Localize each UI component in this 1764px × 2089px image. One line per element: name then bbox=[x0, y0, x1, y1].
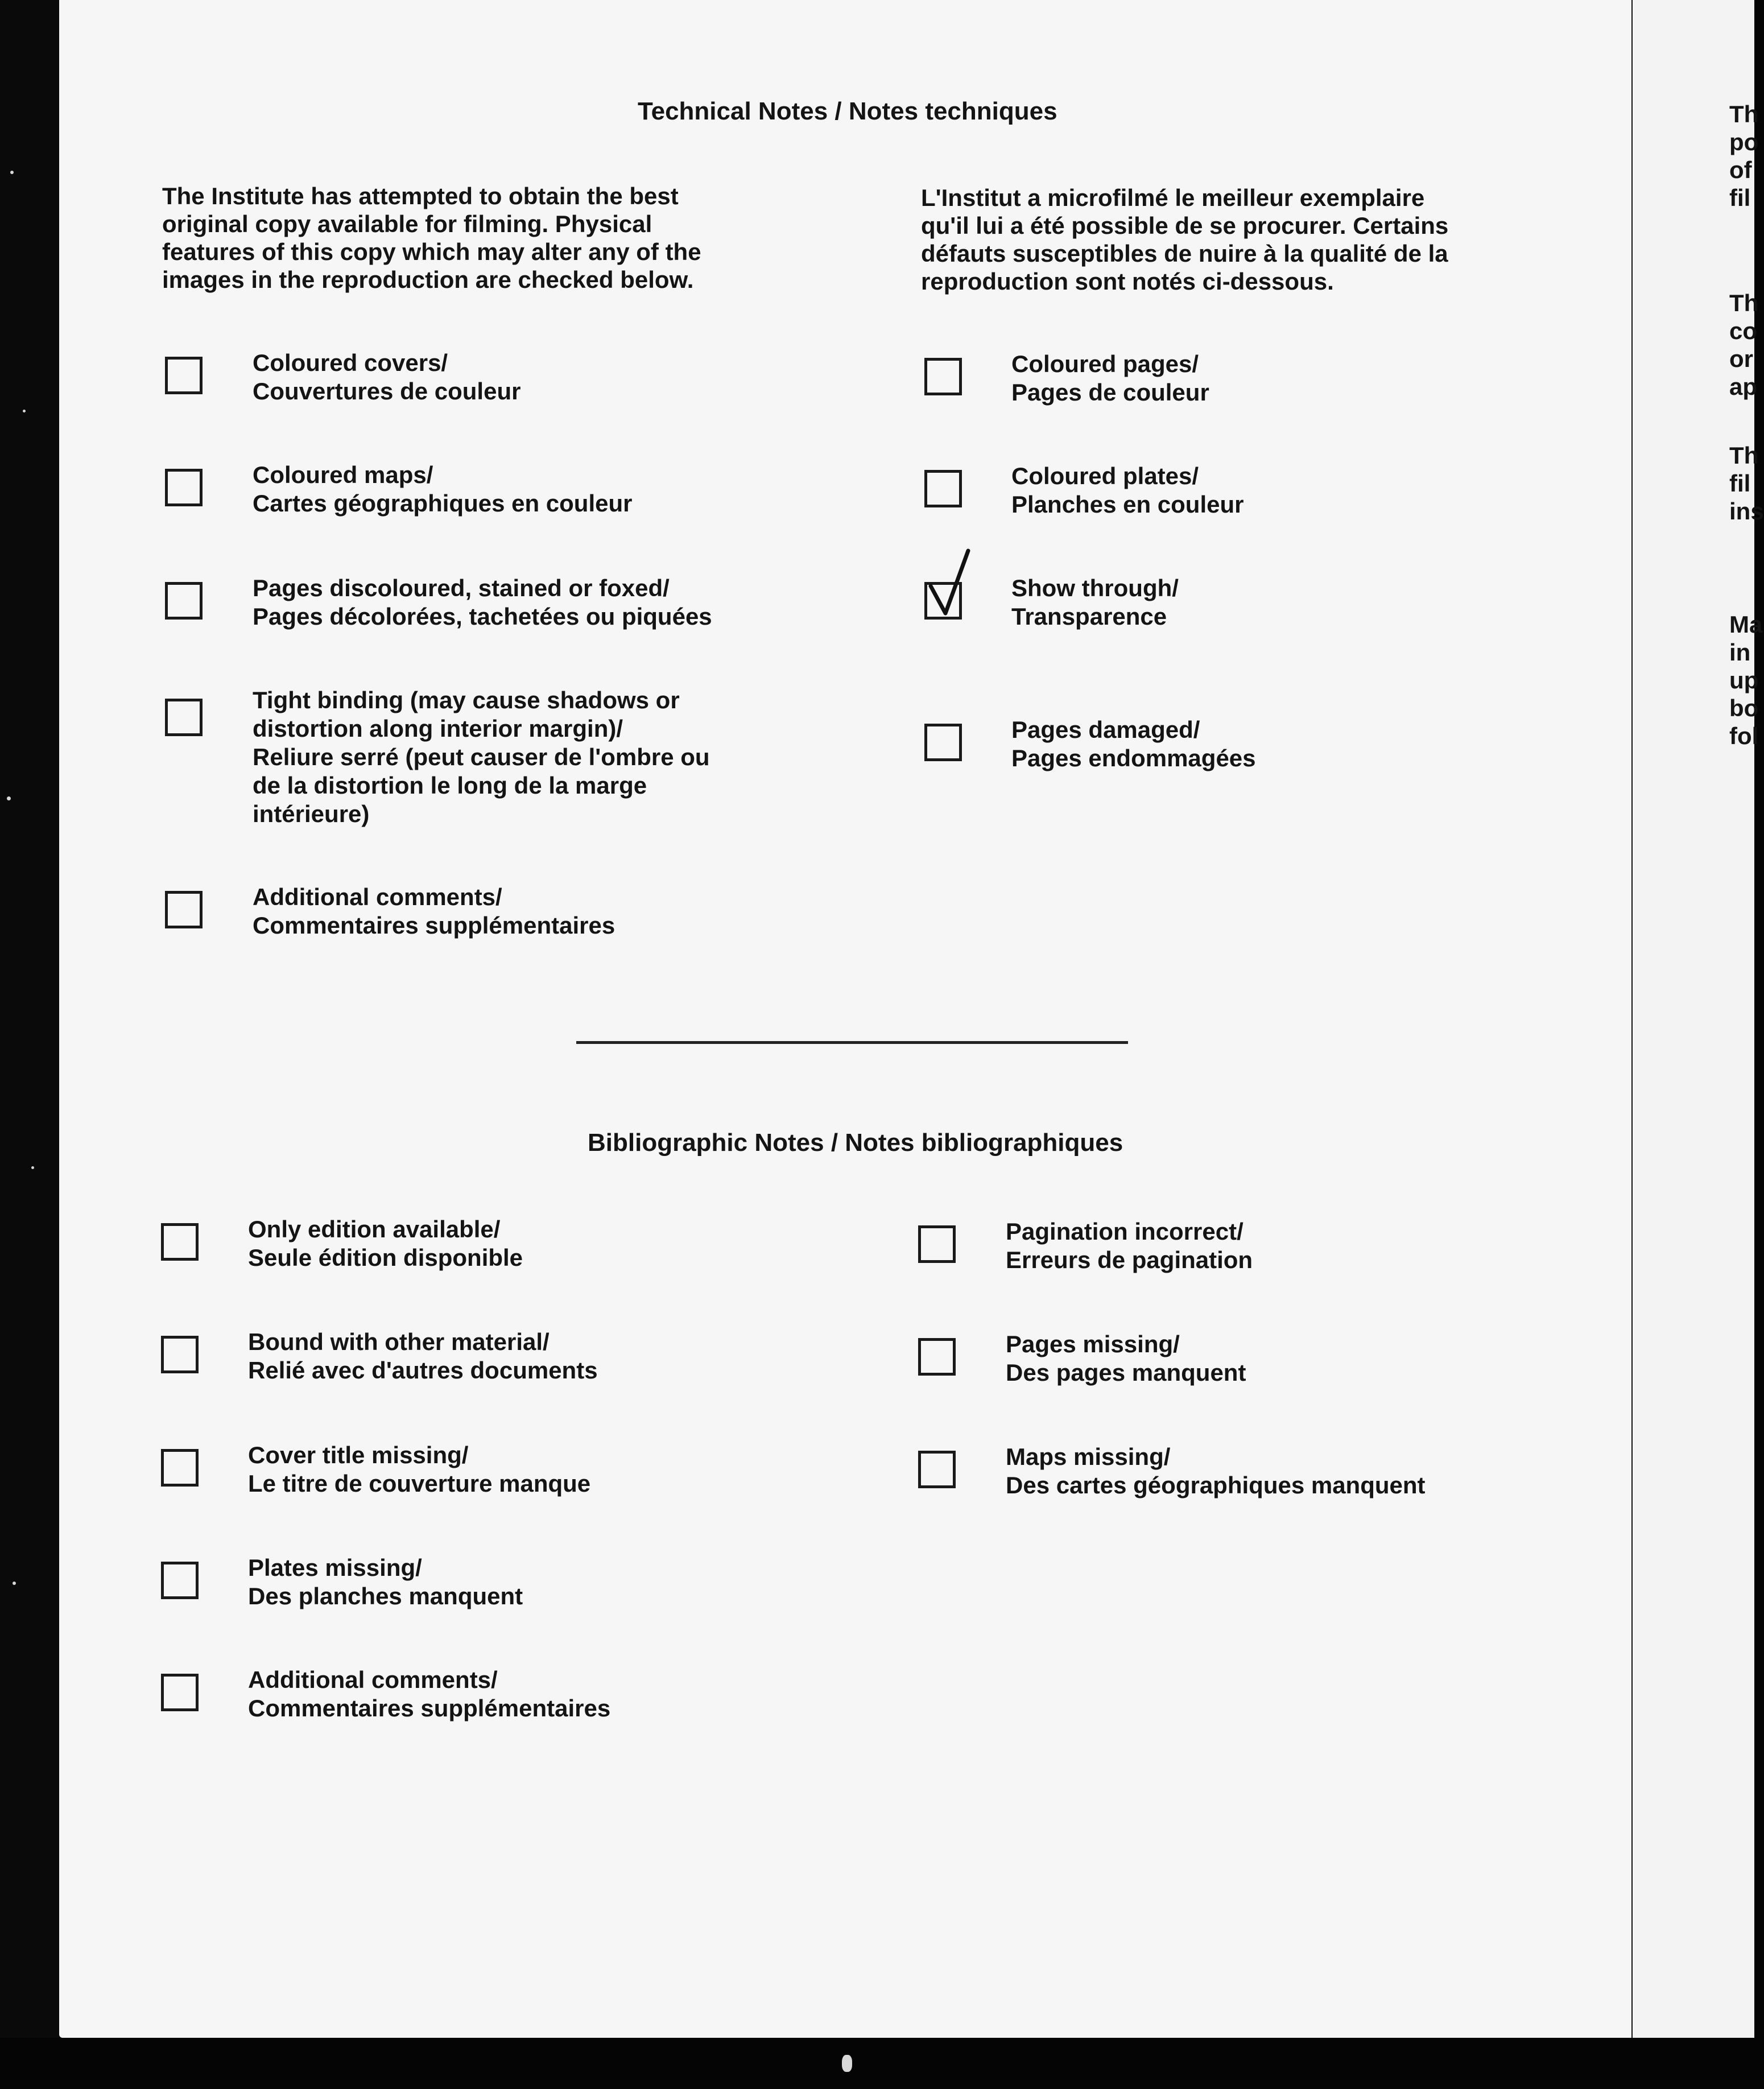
dust-speck bbox=[31, 1166, 34, 1169]
intro-english bbox=[162, 182, 776, 294]
scan-border-bottom bbox=[0, 2038, 1754, 2089]
label-line: Des cartes géographiques manquent bbox=[1006, 1472, 1426, 1498]
checkbox[interactable] bbox=[924, 470, 962, 507]
paragraph-line: qu'il lui a été possible de se procurer. Certains bbox=[921, 212, 1449, 239]
label-line: Tight binding (may cause shadows or bbox=[253, 687, 680, 713]
label-line: Planches en couleur bbox=[1011, 491, 1244, 518]
label-line: Cover title missing/ bbox=[248, 1442, 469, 1468]
checkmark-icon bbox=[923, 546, 991, 626]
label-line: Reliure serré (peut causer de l'ombre ou bbox=[253, 744, 710, 770]
fragment-line: of bbox=[1729, 156, 1752, 183]
label-line: Show through/ bbox=[1011, 575, 1179, 601]
dust-speck bbox=[23, 410, 26, 412]
label-line: Erreurs de pagination bbox=[1006, 1246, 1253, 1273]
fragment-line: po bbox=[1729, 129, 1759, 155]
paragraph-line: original copy available for filming. Physical bbox=[162, 210, 652, 237]
label-line: Le titre de couverture manque bbox=[248, 1470, 591, 1497]
paragraph-line: features of this copy which may alter any of the bbox=[162, 238, 701, 265]
fragment-line: Th bbox=[1729, 442, 1759, 469]
label-line: Pages de couleur bbox=[1011, 379, 1209, 406]
fragment-line: co bbox=[1729, 317, 1758, 344]
fragment-line: Ma bbox=[1729, 611, 1763, 638]
checkbox-label bbox=[253, 883, 615, 940]
checkbox-label bbox=[1006, 1443, 1426, 1500]
checkbox-label bbox=[248, 1215, 523, 1272]
label-line: Additional comments/ bbox=[248, 1666, 498, 1693]
technical-notes-heading: Technical Notes / Notes techniques bbox=[638, 97, 1057, 125]
notes-page bbox=[59, 0, 1631, 2038]
dust-speck bbox=[13, 1582, 16, 1585]
checkbox-label bbox=[253, 686, 710, 828]
fragment-line: fil bbox=[1729, 184, 1751, 211]
label-line: Coloured pages/ bbox=[1011, 350, 1199, 377]
label-line: Maps missing/ bbox=[1006, 1443, 1171, 1470]
label-line: Relié avec d'autres documents bbox=[248, 1357, 598, 1384]
label-line: Des planches manquent bbox=[248, 1583, 523, 1609]
checkbox[interactable] bbox=[161, 1562, 199, 1599]
checkbox[interactable] bbox=[924, 358, 962, 395]
paragraph-line: images in the reproduction are checked below. bbox=[162, 266, 694, 293]
checkbox-label bbox=[1011, 350, 1209, 407]
paragraph-line: L'Institut a microfilmé le meilleur exemplaire bbox=[921, 184, 1425, 211]
label-line: intérieure) bbox=[253, 800, 370, 827]
checkbox[interactable] bbox=[918, 1225, 956, 1263]
checkbox-label bbox=[253, 574, 712, 631]
fragment-line: Th bbox=[1729, 101, 1759, 127]
label-line: Additional comments/ bbox=[253, 884, 502, 910]
fragment-line: bo bbox=[1729, 695, 1759, 721]
checkbox-label bbox=[1011, 462, 1244, 519]
fragment-line: up bbox=[1729, 667, 1759, 693]
dust-speck bbox=[7, 796, 11, 800]
label-line: Pages décolorées, tachetées ou piquées bbox=[253, 603, 712, 630]
fragment-line: ap bbox=[1729, 373, 1758, 400]
checkbox-label bbox=[248, 1441, 590, 1498]
label-line: Pages discoloured, stained or foxed/ bbox=[253, 575, 670, 601]
fragment-line: or bbox=[1729, 345, 1753, 372]
checkbox-label bbox=[1011, 716, 1256, 773]
label-line: de la distortion le long de la marge bbox=[253, 772, 647, 799]
dust-speck bbox=[842, 2055, 852, 2072]
checkbox-label bbox=[1006, 1217, 1253, 1274]
label-line: Des pages manquent bbox=[1006, 1359, 1246, 1386]
checkbox[interactable] bbox=[161, 1223, 199, 1261]
fragment-line: ins bbox=[1729, 498, 1764, 525]
label-line: Transparence bbox=[1011, 603, 1167, 630]
label-line: Commentaires supplémentaires bbox=[253, 912, 615, 939]
label-line: distortion along interior margin)/ bbox=[253, 715, 623, 742]
checkbox-label bbox=[248, 1554, 523, 1611]
checkbox-label bbox=[248, 1328, 598, 1385]
label-line: Coloured plates/ bbox=[1011, 463, 1199, 489]
checkbox[interactable] bbox=[924, 724, 962, 761]
adjacent-text-fragment bbox=[1729, 100, 1758, 212]
scan-border-left bbox=[0, 0, 59, 2089]
label-line: Couvertures de couleur bbox=[253, 378, 521, 404]
label-line: Seule édition disponible bbox=[248, 1244, 523, 1271]
checkbox[interactable] bbox=[165, 699, 203, 736]
checkbox-label bbox=[1006, 1330, 1246, 1387]
checkbox-label bbox=[253, 461, 633, 518]
label-line: Only edition available/ bbox=[248, 1216, 501, 1242]
checkbox[interactable] bbox=[161, 1449, 199, 1487]
label-line: Commentaires supplémentaires bbox=[248, 1695, 611, 1721]
paragraph-line: The Institute has attempted to obtain the best bbox=[162, 183, 679, 209]
adjacent-text-fragment bbox=[1729, 289, 1758, 401]
paragraph-line: reproduction sont notés ci-dessous. bbox=[921, 268, 1334, 295]
checkbox[interactable] bbox=[165, 357, 203, 394]
checkbox-label bbox=[1011, 574, 1179, 631]
label-line: Coloured maps/ bbox=[253, 461, 433, 488]
checkbox[interactable] bbox=[165, 469, 203, 506]
label-line: Pages endommagées bbox=[1011, 745, 1256, 771]
checkbox[interactable] bbox=[165, 582, 203, 620]
fragment-line: fil bbox=[1729, 470, 1751, 497]
label-line: Bound with other material/ bbox=[248, 1328, 550, 1355]
section-divider bbox=[576, 1041, 1128, 1044]
checkbox[interactable] bbox=[165, 891, 203, 928]
adjacent-text-fragment bbox=[1729, 610, 1762, 750]
fragment-line: Th bbox=[1729, 290, 1759, 316]
intro-french bbox=[921, 184, 1535, 295]
checkbox[interactable] bbox=[161, 1674, 199, 1711]
label-line: Pagination incorrect/ bbox=[1006, 1218, 1244, 1245]
label-line: Pages damaged/ bbox=[1011, 716, 1200, 743]
checkbox[interactable] bbox=[918, 1338, 956, 1376]
dust-speck bbox=[10, 171, 14, 174]
paragraph-line: défauts susceptibles de nuire à la qualité de la bbox=[921, 240, 1448, 267]
label-line: Pages missing/ bbox=[1006, 1331, 1180, 1357]
label-line: Plates missing/ bbox=[248, 1554, 422, 1581]
checkbox[interactable] bbox=[918, 1451, 956, 1488]
label-line: Coloured covers/ bbox=[253, 349, 448, 376]
checkbox[interactable] bbox=[161, 1336, 199, 1373]
fragment-line: fol bbox=[1729, 723, 1759, 749]
checkbox-label bbox=[253, 349, 520, 406]
label-line: Cartes géographiques en couleur bbox=[253, 490, 633, 517]
adjacent-text-fragment bbox=[1729, 441, 1764, 525]
checkbox-label bbox=[248, 1666, 610, 1723]
fragment-line: in bbox=[1729, 639, 1751, 666]
bibliographic-notes-heading: Bibliographic Notes / Notes bibliographiques bbox=[588, 1129, 1123, 1157]
